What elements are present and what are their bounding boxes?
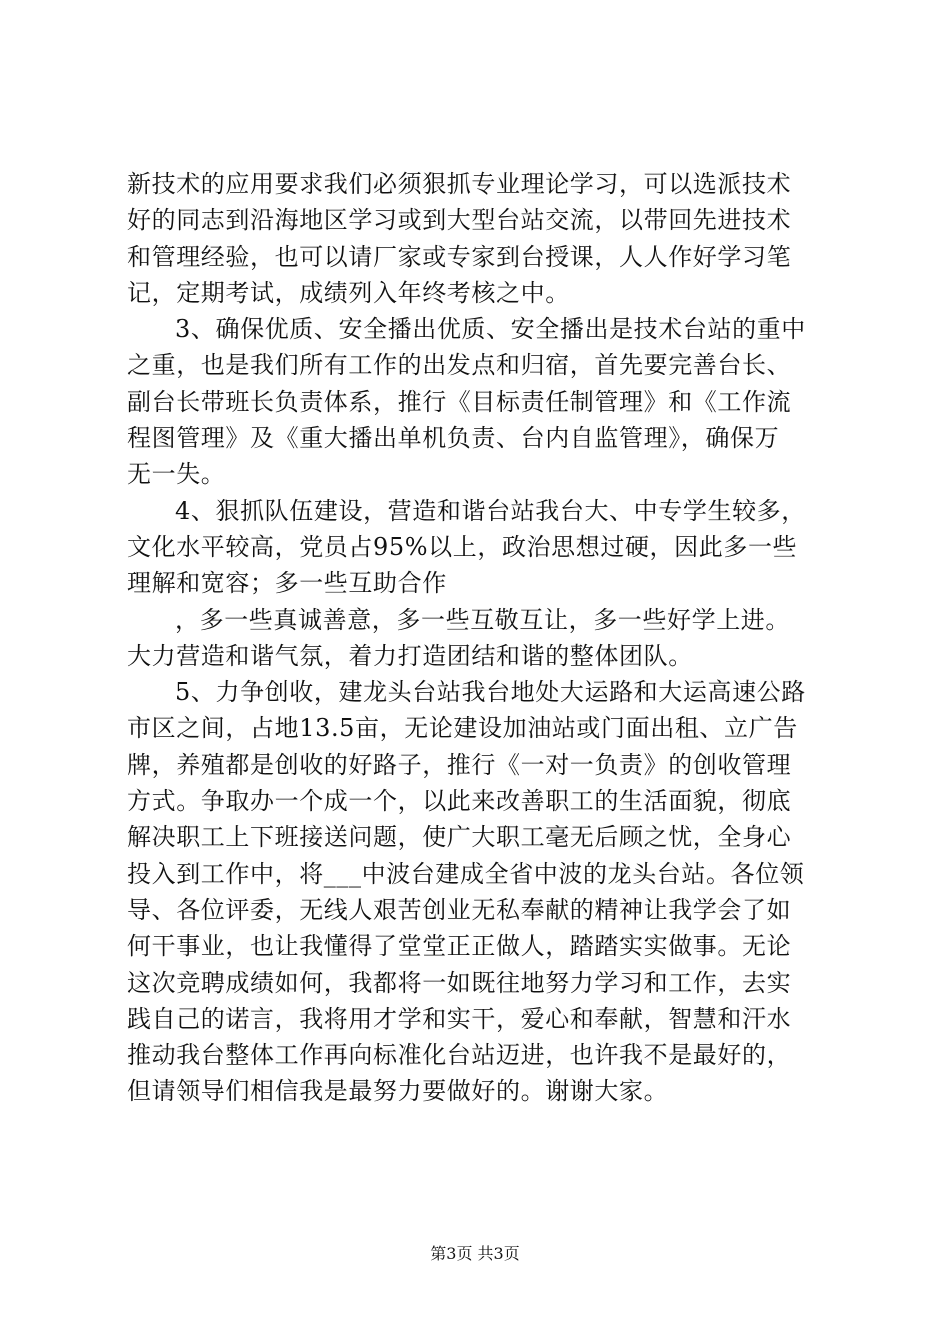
text-line: 投入到工作中，将___中波台建成全省中波的龙头台站。各位领 xyxy=(127,859,805,888)
text-line: 牌，养殖都是创收的好路子，推行《一对一负责》的创收管理 xyxy=(127,750,792,779)
page-footer xyxy=(0,1244,950,1264)
text-line: 何干事业，也让我懂得了堂堂正正做人，踏踏实实做事。无论 xyxy=(127,932,792,961)
paragraph-3-start: 3、确保优质、安全播出优质、安全播出是技术台站的重中 xyxy=(175,315,806,344)
text-line: 推动我台整体工作再向标准化台站迈进，也许我不是最好的， xyxy=(127,1041,792,1070)
text-line: 无一失。 xyxy=(127,460,226,489)
body-text xyxy=(127,166,832,1110)
text-line: 导、各位评委，无线人艰苦创业无私奉献的精神让我学会了如 xyxy=(127,895,792,924)
text-line: 大力营造和谐气氛，着力打造团结和谐的整体团队。 xyxy=(127,641,693,670)
text-line: 程图管理》及《重大播出单机负责、台内自监管理》，确保万 xyxy=(127,424,780,453)
paragraph-5-start: 5、力争创收，建龙头台站我台地处大运路和大运高速公路 xyxy=(175,678,806,707)
text-line: 副台长带班长负责体系，推行《目标责任制管理》和《工作流 xyxy=(127,387,792,416)
text-line: 践自己的诺言，我将用才学和实干，爱心和奉献，智慧和汗水 xyxy=(127,1004,792,1033)
text-line: 解决职工上下班接送问题，使广大职工毫无后顾之忧，全身心 xyxy=(127,823,792,852)
text-line: 方式。争取办一个成一个，以此来改善职工的生活面貌，彻底 xyxy=(127,787,792,816)
text-line: 但请领导们相信我是最努力要做好的。谢谢大家。 xyxy=(127,1077,669,1106)
text-line: 和管理经验，也可以请厂家或专家到台授课，人人作好学习笔 xyxy=(127,242,792,271)
paragraph-4-start: 4、狠抓队伍建设，营造和谐台站我台大、中专学生较多， xyxy=(175,496,806,525)
text-line: 理解和宽容；多一些互助合作 xyxy=(127,569,447,598)
page-number: 第3页 共3页 xyxy=(430,1244,520,1263)
text-line: 市区之间，占地13.5亩，无论建设加油站或门面出租、立广告 xyxy=(127,714,798,743)
text-line: ，多一些真诚善意，多一些互敬互让，多一些好学上进。 xyxy=(175,605,790,634)
text-line: 新技术的应用要求我们必须狠抓专业理论学习，可以选派技术 xyxy=(127,170,792,198)
text-line: 文化水平较高，党员占95%以上，政治思想过硬，因此多一些 xyxy=(127,532,798,561)
text-line: 好的同志到沿海地区学习或到大型台站交流，以带回先进技术 xyxy=(127,206,792,235)
text-line: 这次竞聘成绩如何，我都将一如既往地努力学习和工作，去实 xyxy=(127,968,792,997)
text-line: 之重，也是我们所有工作的出发点和归宿，首先要完善台长、 xyxy=(127,351,792,380)
text-line: 记，定期考试，成绩列入年终考核之中。 xyxy=(127,278,570,307)
